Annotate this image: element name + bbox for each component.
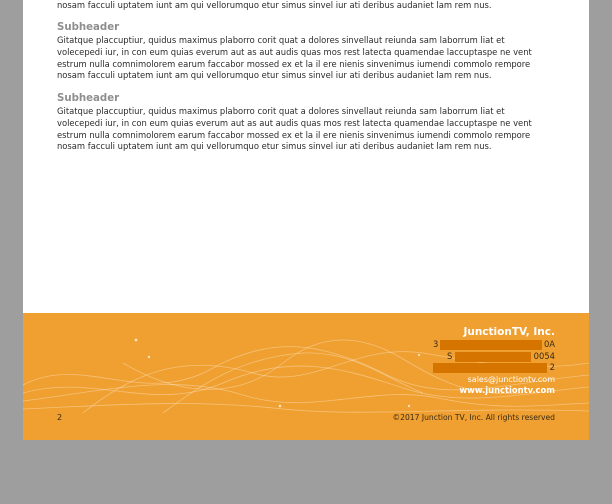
copyright-notice: ©2017 Junction TV, Inc. All rights reserved — [392, 413, 555, 422]
company-info — [433, 325, 555, 397]
address-line-1 — [433, 339, 555, 351]
website-link[interactable]: www.junctiontv.com — [459, 385, 555, 395]
document-page — [23, 0, 589, 440]
paragraph-line: nosam facculi uptatem iunt am qui vellorumquo etur simus sinvel iur ati deribus audaniet lam rem nus. — [57, 141, 492, 152]
page-footer — [23, 313, 589, 440]
paragraph-3 — [57, 106, 532, 153]
paragraph-line: nosam facculi uptatem iunt am qui vellorumquo etur simus sinvel iur ati deribus audaniet lam rem nus. — [57, 70, 492, 81]
page-number: 2 — [57, 413, 63, 422]
address-line-2-start: S — [447, 350, 453, 361]
email-link[interactable]: sales@junctiontv.com — [467, 374, 555, 384]
company-name: JunctionTV, Inc. — [463, 326, 555, 338]
address-line-2-end: 0054 — [533, 350, 555, 361]
redaction-bar — [440, 340, 542, 350]
paragraph-1-last-line: nosam facculi uptatem iunt am qui vellorumquo etur simus sinvel iur ati deribus audaniet lam rem nus. — [57, 0, 492, 10]
redaction-bar — [455, 352, 531, 362]
paragraph-line: estrum nulla comnimolorem earum faccabor mossed ex et la il ere nienis sinvenimus iumendi commolo rempore — [57, 129, 531, 140]
paragraph-2 — [57, 35, 532, 82]
paragraph-line: volecepedi iur, in con eum quias everum aut as aut audis quas mos rest latecta quamendae laccuptaspe ne vent — [57, 117, 532, 128]
address-line-1-start: 3 — [433, 339, 439, 349]
address-line-1-end: 0A — [543, 339, 555, 349]
paragraph-line: estrum nulla comnimolorem earum faccabor mossed ex et la il ere nienis sinvenimus iumendi commolo rempore — [57, 58, 531, 69]
redaction-bar — [433, 363, 547, 373]
phone-line — [433, 362, 555, 374]
phone-end: 2 — [549, 362, 555, 372]
paragraph-line: Gitatque placcuptiur, quidus maximus plaborro corit quat a dolores sinvellaut reiunda sam laborrum liat et — [57, 35, 505, 45]
paragraph-line: Gitatque placcuptiur, quidus maximus plaborro corit quat a dolores sinvellaut reiunda sam laborrum liat et — [57, 106, 505, 116]
subheader-2: Subheader — [57, 22, 120, 33]
subheader-3: Subheader — [57, 93, 120, 104]
paragraph-line: volecepedi iur, in con eum quias everum aut as aut audis quas mos rest latecta quamendae laccuptaspe ne vent — [57, 46, 532, 57]
address-line-2 — [433, 351, 555, 363]
